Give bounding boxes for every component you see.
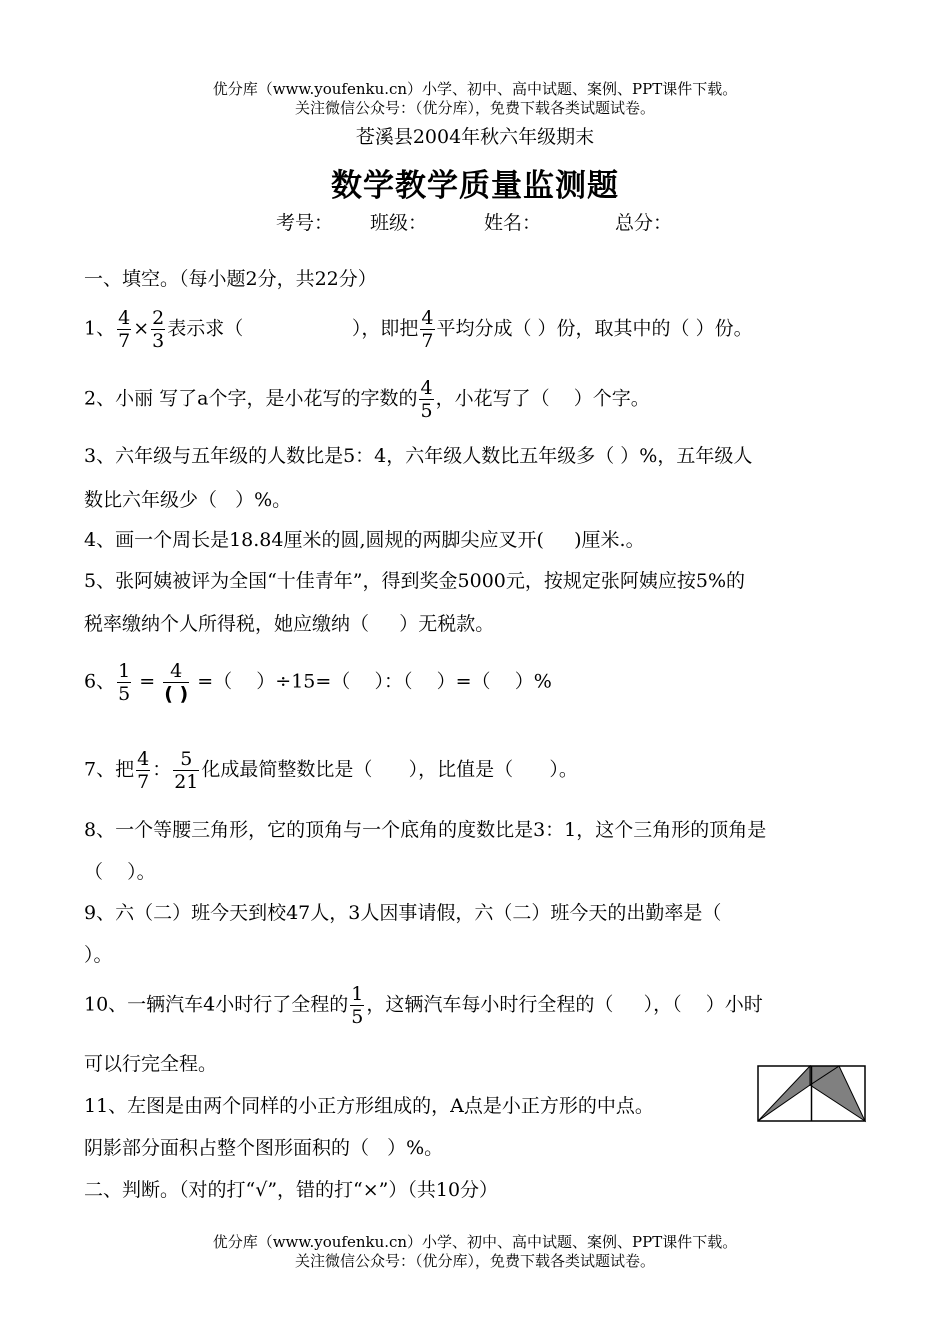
- question-3-line-2: 数比六年级少（ ）%。: [84, 489, 292, 511]
- question-8-line-2: （ ）。: [84, 861, 156, 883]
- fraction: $\frac{4}{5}$: [420, 377, 433, 422]
- fraction: $\frac{1}{5}$: [351, 983, 364, 1028]
- question-5-line-1: 5、张阿姨被评为全国“十佳青年”，得到奖金5000元，按规定张阿姨应按5%的: [84, 570, 746, 592]
- question-2: 2、小丽 写了a个字，是小花写的字数的 $\frac{4}{5}$ ，小花写了（ ）个字。: [84, 377, 650, 422]
- question-10-line-2: 可以行完全程。: [84, 1053, 218, 1075]
- question-10: 10、一辆汽车4小时行了全程的 $\frac{1}{5}$ ，这辆汽车每小时行全程的（ ），（ ）小时: [84, 983, 763, 1028]
- question-3-line-1: 3、六年级与五年级的人数比是5：4，六年级人数比五年级多（ ）%，五年级人: [84, 445, 753, 467]
- question-6: 6、 $\frac{1}{5}$ = $\frac{4}{( )}$ =（ ）÷15=（ ）：（ ）=（ ）%: [84, 660, 552, 705]
- header-line-2: 关注微信公众号：（优分库），免费下载各类试题试卷。: [294, 99, 655, 117]
- fraction: $\frac{2}{3}$: [152, 307, 165, 352]
- fraction: $\frac{1}{5}$: [118, 660, 131, 705]
- header-line-1: 优分库（www.youfenku.cn）小学、初中、高中试题、案例、PPT课件下载。: [212, 80, 738, 98]
- total-score-label: 总分：: [615, 212, 673, 234]
- question-4: 4、画一个周长是18.84厘米的圆,圆规的两脚尖应叉开( )厘米.。: [84, 529, 645, 551]
- question-5-line-2: 税率缴纳个人所得税，她应缴纳（ ）无税款。: [84, 613, 495, 635]
- fraction: $\frac{4}{7}$: [118, 307, 131, 352]
- fraction: $\frac{4}{7}$: [137, 748, 150, 793]
- question-11-line-1: 11、左图是由两个同样的小正方形组成的，A点是小正方形的中点。: [84, 1095, 654, 1117]
- name-label: 姓名：: [484, 212, 542, 234]
- question-9-line-2: ）。: [84, 944, 113, 966]
- section-1-heading: 一、填空。（每小题2分，共22分）: [84, 268, 377, 290]
- fraction: $\frac{5}{21}$: [174, 748, 199, 793]
- exam-title: 数学教学质量监测题: [331, 168, 619, 204]
- two-squares-figure: [757, 1065, 867, 1127]
- footer-line-2: 关注微信公众号：（优分库），免费下载各类试题试卷。: [294, 1252, 655, 1270]
- fraction: $\frac{4}{( )}$: [164, 660, 189, 705]
- question-8-line-1: 8、一个等腰三角形，它的顶角与一个底角的度数比是3：1，这个三角形的顶角是: [84, 819, 767, 841]
- footer-line-1: 优分库（www.youfenku.cn）小学、初中、高中试题、案例、PPT课件下载。: [212, 1233, 738, 1251]
- shaded-triangle-left: [758, 1066, 810, 1121]
- class-label: 班级：: [370, 212, 428, 234]
- shaded-squares-diagram: [757, 1065, 867, 1123]
- question-7: 7、把 $\frac{4}{7}$ ： $\frac{5}{21}$ 化成最简整数比是（ ），比值是（ ）。: [84, 748, 578, 793]
- question-11-line-2: 阴影部分面积占整个图形面积的（ ）%。: [84, 1137, 444, 1159]
- fraction: $\frac{4}{7}$: [421, 307, 434, 352]
- section-2-heading: 二、判断。（对的打“√”，错的打“×”）（共10分）: [84, 1179, 499, 1201]
- exam-subtitle: 苍溪县2004年秋六年级期末: [355, 126, 595, 148]
- exam-no-label: 考号：: [276, 212, 334, 234]
- question-9-line-1: 9、六（二）班今天到校47人，3人因事请假，六（二）班今天的出勤率是（: [84, 902, 722, 924]
- question-1: 1、 $\frac{4}{7}$ × $\frac{2}{3}$ 表示求（ ），即把 $\frac{4}{7}$ 平均分成（ ）份，取其中的（ ）份。: [84, 307, 753, 352]
